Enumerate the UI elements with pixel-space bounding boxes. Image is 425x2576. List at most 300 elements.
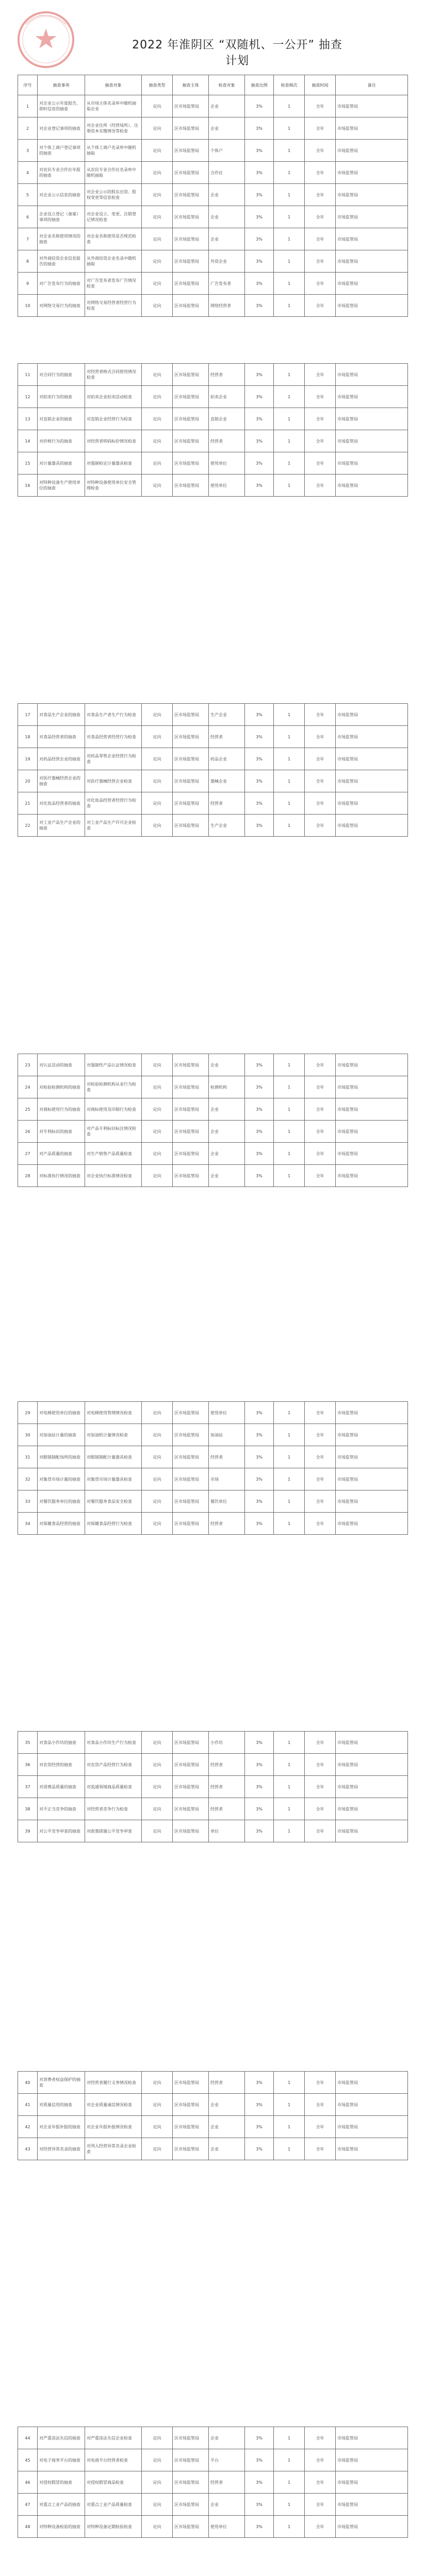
table-page: [18, 2427, 407, 2538]
cell-note: 市场监管局: [336, 206, 408, 228]
cell-target: 经营者: [209, 430, 245, 452]
cell-freq: 1: [274, 184, 305, 206]
cell-note: 市场监管局: [336, 2494, 408, 2516]
cell-note: 市场监管局: [336, 386, 408, 408]
cell-note: 市场监管局: [336, 2449, 408, 2471]
cell-ratio: 3%: [245, 792, 274, 815]
cell-target: 使用单位: [209, 1402, 245, 1424]
cell-item: 对企业公示信息的抽查: [38, 184, 85, 206]
cell-body: 区市场监管局: [173, 815, 209, 837]
cell-note: 市场监管局: [336, 452, 408, 474]
cell-object: 对政策措施公平竞争审查: [85, 1820, 142, 1842]
cell-time: 全年: [305, 1076, 336, 1098]
cell-object: 对经营者格式合同使用情况检查: [85, 364, 142, 386]
column-header: 检查对象: [209, 75, 245, 95]
cell-time: 全年: [305, 2072, 336, 2094]
cell-freq: 1: [274, 364, 305, 386]
cell-no: 25: [18, 1098, 38, 1121]
cell-body: 区市场监管局: [173, 386, 209, 408]
cell-freq: 1: [274, 1098, 305, 1121]
cell-type: 定向: [142, 295, 173, 317]
table-row: [18, 430, 408, 452]
cell-ratio: 3%: [245, 162, 274, 184]
cell-freq: 1: [274, 250, 305, 273]
cell-object: 对重点工业产品质量检查: [85, 2494, 142, 2516]
cell-no: 3: [18, 140, 38, 162]
cell-freq: 1: [274, 1468, 305, 1490]
table-row: [18, 2471, 408, 2494]
cell-ratio: 3%: [245, 117, 274, 140]
cell-note: 市场监管局: [336, 2471, 408, 2494]
cell-body: 区市场监管局: [173, 1776, 209, 1798]
cell-object: 对经营者履行义务情况检查: [85, 2072, 142, 2094]
table-page: [18, 1054, 407, 1187]
table-row: [18, 184, 408, 206]
table-row: [18, 364, 408, 386]
plan-table: [18, 363, 408, 497]
cell-body: 区市场监管局: [173, 748, 209, 770]
cell-type: 定向: [142, 2094, 173, 2116]
cell-target: 企业: [209, 2494, 245, 2516]
cell-no: 29: [18, 1402, 38, 1424]
cell-no: 20: [18, 770, 38, 792]
cell-object: 对产品专利标识标注情况检查: [85, 1121, 142, 1143]
cell-freq: 1: [274, 815, 305, 837]
cell-item: 对餐饮服务单位的抽查: [38, 1490, 85, 1513]
cell-freq: 1: [274, 1798, 305, 1820]
cell-target: 外资企业: [209, 250, 245, 273]
cell-target: 广告发布者: [209, 273, 245, 295]
table-page: [18, 2071, 407, 2160]
cell-no: 26: [18, 1121, 38, 1143]
cell-note: 市场监管局: [336, 1054, 408, 1076]
cell-ratio: 3%: [245, 1402, 274, 1424]
cell-no: 6: [18, 206, 38, 228]
cell-body: 区市场监管局: [173, 1076, 209, 1098]
cell-freq: 1: [274, 704, 305, 726]
cell-freq: 1: [274, 792, 305, 815]
cell-type: 定向: [142, 228, 173, 250]
cell-time: 全年: [305, 273, 336, 295]
cell-body: 区市场监管局: [173, 452, 209, 474]
table-row: [18, 1098, 408, 1121]
cell-no: 48: [18, 2516, 38, 2538]
cell-body: 区市场监管局: [173, 770, 209, 792]
cell-time: 全年: [305, 1446, 336, 1468]
cell-item: 对消费者权益保护的抽查: [38, 2072, 85, 2094]
cell-note: 市场监管局: [336, 2116, 408, 2138]
cell-ratio: 3%: [245, 1754, 274, 1776]
cell-target: 生产企业: [209, 704, 245, 726]
cell-freq: 1: [274, 2516, 305, 2538]
cell-body: 区市场监管局: [173, 1798, 209, 1820]
cell-note: 市场监管局: [336, 704, 408, 726]
cell-note: 市场监管局: [336, 95, 408, 117]
cell-item: 对电子商务平台的抽查: [38, 2449, 85, 2471]
cell-time: 全年: [305, 2138, 336, 2160]
cell-time: 全年: [305, 1402, 336, 1424]
cell-target: 小作坊: [209, 1732, 245, 1754]
cell-object: 对侵权假冒商品检查: [85, 2471, 142, 2494]
cell-freq: 1: [274, 1165, 305, 1187]
cell-freq: 1: [274, 2449, 305, 2471]
cell-target: 使用单位: [209, 452, 245, 474]
table-row: [18, 2072, 408, 2094]
cell-time: 全年: [305, 2494, 336, 2516]
cell-type: 定向: [142, 273, 173, 295]
cell-type: 定向: [142, 2072, 173, 2094]
cell-freq: 1: [274, 2427, 305, 2449]
cell-body: 区市场监管局: [173, 2494, 209, 2516]
cell-no: 2: [18, 117, 38, 140]
cell-no: 31: [18, 1446, 38, 1468]
cell-no: 11: [18, 364, 38, 386]
table-row: [18, 273, 408, 295]
cell-target: 器械企业: [209, 770, 245, 792]
cell-body: 区市场监管局: [173, 474, 209, 497]
cell-note: 市场监管局: [336, 770, 408, 792]
cell-object: 对电商平台经营者检查: [85, 2449, 142, 2471]
cell-item: 对公平竞争审查的抽查: [38, 1820, 85, 1842]
cell-target: 直销企业: [209, 408, 245, 430]
cell-target: 企业: [209, 1054, 245, 1076]
cell-ratio: 3%: [245, 2427, 274, 2449]
cell-time: 全年: [305, 206, 336, 228]
cell-time: 全年: [305, 792, 336, 815]
cell-freq: 1: [274, 1054, 305, 1076]
cell-ratio: 3%: [245, 1098, 274, 1121]
cell-item: 对拍卖行为的抽查: [38, 386, 85, 408]
cell-no: 42: [18, 2116, 38, 2138]
cell-item: 对认证活动的抽查: [38, 1054, 85, 1076]
cell-no: 10: [18, 295, 38, 317]
cell-object: 对检验检测机构从业行为检查: [85, 1076, 142, 1098]
cell-freq: 1: [274, 1121, 305, 1143]
cell-ratio: 3%: [245, 95, 274, 117]
cell-no: 36: [18, 1754, 38, 1776]
cell-type: 定向: [142, 1121, 173, 1143]
cell-note: 市场监管局: [336, 815, 408, 837]
page-header: [0, 0, 425, 67]
cell-no: 18: [18, 726, 38, 748]
cell-body: 区市场监管局: [173, 1165, 209, 1187]
cell-body: 区市场监管局: [173, 1054, 209, 1076]
cell-type: 定向: [142, 364, 173, 386]
cell-ratio: 3%: [245, 2094, 274, 2116]
cell-item: 对价格行为的抽查: [38, 430, 85, 452]
cell-type: 定向: [142, 250, 173, 273]
cell-no: 34: [18, 1513, 38, 1535]
cell-no: 28: [18, 1165, 38, 1187]
cell-object: 对药品零售企业经营行为检查: [85, 748, 142, 770]
cell-target: 拍卖企业: [209, 386, 245, 408]
cell-item: 对严重违法失信的抽查: [38, 2427, 85, 2449]
cell-time: 全年: [305, 1798, 336, 1820]
table-row: [18, 1820, 408, 1842]
cell-item: 对食品经营者的抽查: [38, 726, 85, 748]
cell-no: 43: [18, 2138, 38, 2160]
cell-note: 市场监管局: [336, 1798, 408, 1820]
cell-ratio: 3%: [245, 1513, 274, 1535]
table-row: [18, 1121, 408, 1143]
table-row: [18, 815, 408, 837]
cell-time: 全年: [305, 386, 336, 408]
cell-body: 区市场监管局: [173, 408, 209, 430]
table-row: [18, 1513, 408, 1535]
cell-freq: 1: [274, 770, 305, 792]
cell-target: 加油站: [209, 1424, 245, 1446]
cell-object: 从农民专业合作社名录库中随机抽取: [85, 162, 142, 184]
cell-time: 全年: [305, 815, 336, 837]
cell-target: 使用单位: [209, 474, 245, 497]
cell-object: 对保健食品经营行为检查: [85, 1513, 142, 1535]
cell-ratio: 3%: [245, 1732, 274, 1754]
cell-time: 全年: [305, 1732, 336, 1754]
cell-freq: 1: [274, 1776, 305, 1798]
cell-note: 市场监管局: [336, 748, 408, 770]
cell-ratio: 3%: [245, 2494, 274, 2516]
cell-freq: 1: [274, 1490, 305, 1513]
cell-body: 区市场监管局: [173, 1143, 209, 1165]
cell-no: 9: [18, 273, 38, 295]
cell-type: 定向: [142, 162, 173, 184]
table-row: [18, 1798, 408, 1820]
cell-target: 企业: [209, 206, 245, 228]
cell-ratio: 3%: [245, 1054, 274, 1076]
cell-ratio: 3%: [245, 2516, 274, 2538]
cell-type: 定向: [142, 1446, 173, 1468]
table-page: [18, 363, 407, 497]
cell-ratio: 3%: [245, 386, 274, 408]
cell-target: 企业: [209, 95, 245, 117]
cell-freq: 1: [274, 726, 305, 748]
cell-freq: 1: [274, 1143, 305, 1165]
cell-type: 定向: [142, 815, 173, 837]
cell-ratio: 3%: [245, 726, 274, 748]
cell-item: 企业设立登记（备案）事项的抽查: [38, 206, 85, 228]
cell-item: 对直销企业的抽查: [38, 408, 85, 430]
plan-table: [18, 703, 408, 837]
cell-type: 定向: [142, 770, 173, 792]
cell-target: 经营者: [209, 2072, 245, 2094]
table-row: [18, 1754, 408, 1776]
cell-type: 定向: [142, 2516, 173, 2538]
cell-target: 企业: [209, 2138, 245, 2160]
cell-type: 定向: [142, 748, 173, 770]
cell-note: 市场监管局: [336, 228, 408, 250]
cell-type: 定向: [142, 474, 173, 497]
table-row: [18, 748, 408, 770]
cell-object: 从外商投资企业名录中随机抽取: [85, 250, 142, 273]
cell-no: 45: [18, 2449, 38, 2471]
cell-time: 全年: [305, 295, 336, 317]
cell-item: 对专利标识的抽查: [38, 1121, 85, 1143]
cell-no: 27: [18, 1143, 38, 1165]
cell-note: 市场监管局: [336, 1754, 408, 1776]
cell-ratio: 3%: [245, 2138, 274, 2160]
cell-note: 市场监管局: [336, 2138, 408, 2160]
cell-body: 区市场监管局: [173, 1513, 209, 1535]
cell-type: 定向: [142, 2138, 173, 2160]
cell-body: 区市场监管局: [173, 206, 209, 228]
cell-object: 对餐饮服务食品安全检查: [85, 1490, 142, 1513]
page-title: 2022 年淮阴区 “双随机、一公开” 抽查计划: [132, 39, 342, 67]
cell-body: 区市场监管局: [173, 2449, 209, 2471]
cell-item: 对计量器具的抽查: [38, 452, 85, 474]
cell-body: 区市场监管局: [173, 2072, 209, 2094]
cell-time: 全年: [305, 1424, 336, 1446]
cell-time: 全年: [305, 2449, 336, 2471]
cell-item: 对特种设备生产使用单位的抽查: [38, 474, 85, 497]
cell-freq: 1: [274, 1446, 305, 1468]
cell-no: 19: [18, 748, 38, 770]
cell-type: 定向: [142, 1776, 173, 1798]
cell-ratio: 3%: [245, 1143, 274, 1165]
cell-object: 对特种设备定期检验检查: [85, 2516, 142, 2538]
cell-target: 经营者: [209, 726, 245, 748]
cell-note: 市场监管局: [336, 1402, 408, 1424]
cell-time: 全年: [305, 117, 336, 140]
cell-time: 全年: [305, 430, 336, 452]
cell-body: 区市场监管局: [173, 704, 209, 726]
cell-object: 从市场主体名录库中随机抽取企业: [85, 95, 142, 117]
cell-object: 对直销企业经营行为检查: [85, 408, 142, 430]
cell-ratio: 3%: [245, 748, 274, 770]
cell-freq: 1: [274, 140, 305, 162]
cell-freq: 1: [274, 228, 305, 250]
cell-body: 区市场监管局: [173, 273, 209, 295]
table-row: [18, 1143, 408, 1165]
cell-target: 企业: [209, 1098, 245, 1121]
cell-body: 区市场监管局: [173, 1732, 209, 1754]
cell-item: 对外商投资企业信息报告的抽查: [38, 250, 85, 273]
cell-body: 区市场监管局: [173, 364, 209, 386]
cell-object: 对企业年报补报情况检查: [85, 2116, 142, 2138]
cell-item: 对药品经营企业的抽查: [38, 748, 85, 770]
cell-note: 市场监管局: [336, 1121, 408, 1143]
cell-freq: 1: [274, 273, 305, 295]
cell-no: 33: [18, 1490, 38, 1513]
cell-type: 定向: [142, 792, 173, 815]
cell-item: 对重点工业产品的抽查: [38, 2494, 85, 2516]
cell-item: 对加油站计量的抽查: [38, 1424, 85, 1446]
table-row: [18, 295, 408, 317]
official-seal-stamp: [15, 9, 76, 70]
cell-freq: 1: [274, 1820, 305, 1842]
cell-object: 对广告发布者发布广告情况检查: [85, 273, 142, 295]
plan-table: [18, 75, 408, 317]
cell-no: 22: [18, 815, 38, 837]
cell-freq: 1: [274, 2094, 305, 2116]
cell-object: 对经营者竞争行为检查: [85, 1798, 142, 1820]
cell-body: 区市场监管局: [173, 2471, 209, 2494]
cell-freq: 1: [274, 1754, 305, 1776]
table-page: [18, 1731, 407, 1842]
cell-ratio: 3%: [245, 1446, 274, 1468]
cell-freq: 1: [274, 430, 305, 452]
plan-table: [18, 1401, 408, 1535]
cell-note: 市场监管局: [336, 726, 408, 748]
table-row: [18, 2138, 408, 2160]
cell-freq: 1: [274, 2072, 305, 2094]
cell-target: 企业: [209, 117, 245, 140]
table-row: [18, 2449, 408, 2471]
table-row: [18, 2494, 408, 2516]
cell-ratio: 3%: [245, 815, 274, 837]
cell-body: 区市场监管局: [173, 1468, 209, 1490]
cell-time: 全年: [305, 1776, 336, 1798]
cell-time: 全年: [305, 228, 336, 250]
cell-item: 对合同行为的抽查: [38, 364, 85, 386]
cell-object: 对企业执行标准情况检查: [85, 1165, 142, 1187]
cell-freq: 1: [274, 748, 305, 770]
cell-note: 市场监管局: [336, 430, 408, 452]
cell-body: 区市场监管局: [173, 117, 209, 140]
table-row: [18, 1165, 408, 1187]
table-row: [18, 117, 408, 140]
cell-note: 市场监管局: [336, 1165, 408, 1187]
cell-type: 定向: [142, 1468, 173, 1490]
cell-object: 对食品小作坊生产行为检查: [85, 1732, 142, 1754]
cell-target: 企业: [209, 2427, 245, 2449]
cell-object: 对医疗器械经营企业检查: [85, 770, 142, 792]
cell-item: 对食品生产企业的抽查: [38, 704, 85, 726]
cell-ratio: 3%: [245, 770, 274, 792]
cell-no: 38: [18, 1798, 38, 1820]
cell-type: 定向: [142, 206, 173, 228]
cell-target: 企业: [209, 1165, 245, 1187]
cell-object: 对流通领域商品质量检查: [85, 1776, 142, 1798]
table-row: [18, 474, 408, 497]
cell-object: 对经营者明码标价情况检查: [85, 430, 142, 452]
cell-object: 对商标使用及印制行为检查: [85, 1098, 142, 1121]
cell-ratio: 3%: [245, 430, 274, 452]
cell-ratio: 3%: [245, 1165, 274, 1187]
table-page: [18, 75, 407, 317]
cell-ratio: 3%: [245, 228, 274, 250]
table-row: [18, 408, 408, 430]
cell-target: 经营者: [209, 1798, 245, 1820]
cell-no: 16: [18, 474, 38, 497]
cell-target: 检测机构: [209, 1076, 245, 1098]
table-row: [18, 2516, 408, 2538]
cell-note: 市场监管局: [336, 1776, 408, 1798]
cell-object: 对食品生产者生产行为检查: [85, 704, 142, 726]
cell-target: 生产企业: [209, 815, 245, 837]
cell-ratio: 3%: [245, 1820, 274, 1842]
table-row: [18, 726, 408, 748]
cell-freq: 1: [274, 162, 305, 184]
cell-body: 区市场监管局: [173, 792, 209, 815]
cell-body: 区市场监管局: [173, 1402, 209, 1424]
cell-type: 定向: [142, 117, 173, 140]
cell-freq: 1: [274, 1402, 305, 1424]
cell-freq: 1: [274, 117, 305, 140]
table-row: [18, 1446, 408, 1468]
cell-type: 定向: [142, 1424, 173, 1446]
cell-ratio: 3%: [245, 2116, 274, 2138]
cell-target: 合作社: [209, 162, 245, 184]
cell-object: 对严重违法失信企业检查: [85, 2427, 142, 2449]
cell-object: 对强制性产品认证情况检查: [85, 1054, 142, 1076]
cell-freq: 1: [274, 95, 305, 117]
cell-type: 定向: [142, 1054, 173, 1076]
cell-note: 市场监管局: [336, 117, 408, 140]
cell-item: 对电梯使用单位的抽查: [38, 1402, 85, 1424]
cell-object: 对企业公示的股东出资、股权变更等信息检查: [85, 184, 142, 206]
cell-ratio: 3%: [245, 295, 274, 317]
cell-object: 对电梯使用管理情况检查: [85, 1402, 142, 1424]
